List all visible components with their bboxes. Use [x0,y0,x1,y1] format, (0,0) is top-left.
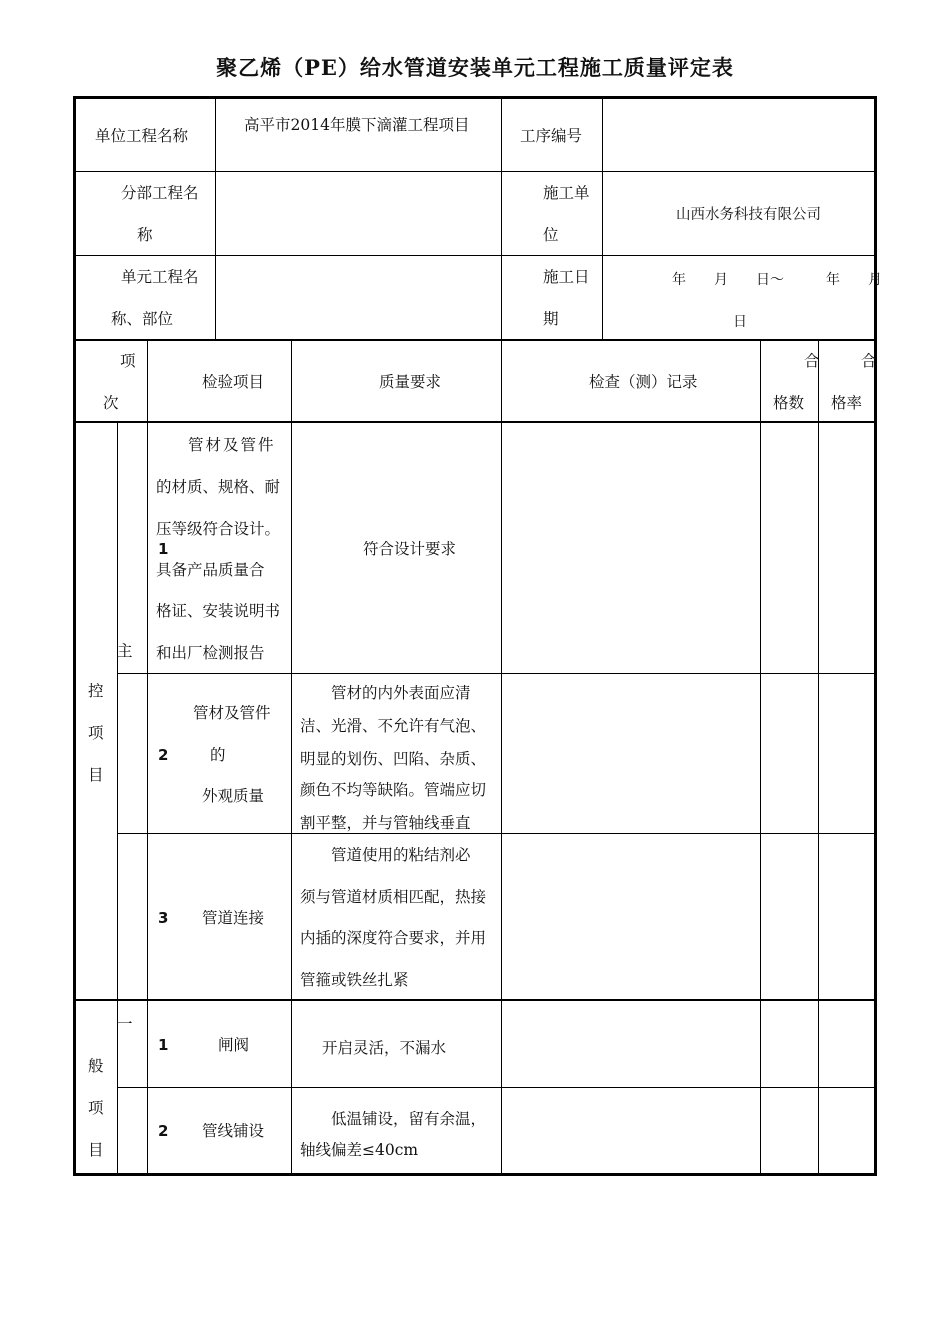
quality-requirement-text: 割平整，并与管轴线垂直 [300,814,471,832]
construction-date-value: 日 [733,314,747,330]
row-divider [75,421,875,423]
inspection-item-name: 管线铺设 [202,1122,265,1140]
col-header-qualified-rate: 格率 [831,394,863,412]
quality-requirement-text: 管材的内外表面应清 [331,684,471,702]
main-control-group-label: 控 [88,682,104,700]
general-group-label: 般 [88,1057,104,1075]
col-header-qualified-count: 合 [804,352,820,370]
item-number: 2 [158,1122,169,1140]
row-divider [75,171,875,172]
inspection-item-name: 管材及管件 [193,704,271,722]
col-header-quality-requirement: 质量要求 [379,373,442,391]
construction-unit-label: 位 [543,226,559,244]
inspection-item-name: 和出厂检测报告 [156,644,265,662]
construction-date-label: 施工日 [543,268,590,286]
construction-date-label: 期 [543,310,559,328]
main-control-group-label: 目 [88,766,104,784]
col-divider [291,341,292,1174]
general-group-label: 项 [88,1099,104,1117]
row-divider [75,339,875,341]
item-number: 1 [158,1036,169,1054]
col-divider [760,341,761,1174]
quality-requirement-text: 轴线偏差≤40cm [300,1141,419,1159]
quality-requirement-text: 内插的深度符合要求，并用 [300,929,487,947]
quality-requirement-text: 明显的划伤、凹陷、杂质、 [300,750,487,768]
sub-project-label: 称 [137,226,153,244]
item-number: 1 [158,540,169,558]
col-divider [117,423,118,1174]
quality-requirement-text: 符合设计要求 [363,540,457,558]
col-header-inspection-record: 检查（测）记录 [589,373,698,391]
row-divider [75,255,875,256]
sub-project-label: 分部工程名 [121,184,199,202]
inspection-item-name: 外观质量 [202,787,265,805]
unit-project-value: 高平市2014年膜下滴灌工程项目 [244,116,470,134]
col-header-item-no: 项 [120,352,136,370]
quality-requirement-text: 管箍或铁丝扎紧 [300,971,409,989]
process-no-label: 工序编号 [520,127,583,145]
row-divider [117,833,875,834]
document-title: 聚乙烯（PE）给水管道安装单元工程施工质量评定表 [216,55,734,80]
col-header-qualified-count: 格数 [773,394,805,412]
unit-project-label: 单位工程名称 [95,127,189,145]
col-header-item-no: 次 [103,394,119,412]
col-divider [501,341,502,1174]
row-divider [117,1087,875,1088]
element-project-label: 称、部位 [111,310,174,328]
col-divider [602,98,603,339]
main-control-group-label: 主 [117,642,133,660]
general-group-label: 目 [88,1141,104,1159]
inspection-item-name: 闸阀 [218,1036,250,1054]
inspection-item-name: 格证、安装说明书 [156,602,281,620]
item-number: 2 [158,746,169,764]
col-divider [501,98,502,339]
element-project-label: 单元工程名 [121,268,199,286]
general-group-label: 一 [117,1015,133,1033]
quality-requirement-text: 管道使用的粘结剂必 [331,846,471,864]
inspection-item-name: 的 [210,746,226,764]
construction-unit-value: 山西水务科技有限公司 [676,207,821,223]
col-header-inspection-item: 检验项目 [202,373,265,391]
col-divider [818,341,819,1174]
quality-requirement-text: 开启灵活，不漏水 [322,1039,447,1057]
col-header-qualified-rate: 合 [861,352,877,370]
inspection-item-name: 压等级符合设计。 [156,520,281,538]
quality-requirement-text: 低温铺设，留有余温， [331,1110,487,1128]
inspection-item-name: 具备产品质量合 [156,561,265,579]
main-control-group-label: 项 [88,724,104,742]
quality-requirement-text: 须与管道材质相匹配，热接 [300,888,487,906]
row-divider [75,999,875,1001]
construction-date-value: 年 月 日～ 年 月 [672,272,882,288]
col-divider [147,341,148,1174]
construction-unit-label: 施工单 [543,184,590,202]
item-number: 3 [158,909,169,927]
quality-requirement-text: 颜色不均等缺陷。管端应切 [300,781,487,799]
col-divider [215,98,216,339]
inspection-item-name: 的材质、规格、耐 [156,478,281,496]
inspection-item-name: 管材及管件 [188,436,276,454]
inspection-item-name: 管道连接 [202,909,265,927]
quality-requirement-text: 洁、光滑、不允许有气泡、 [300,717,487,735]
